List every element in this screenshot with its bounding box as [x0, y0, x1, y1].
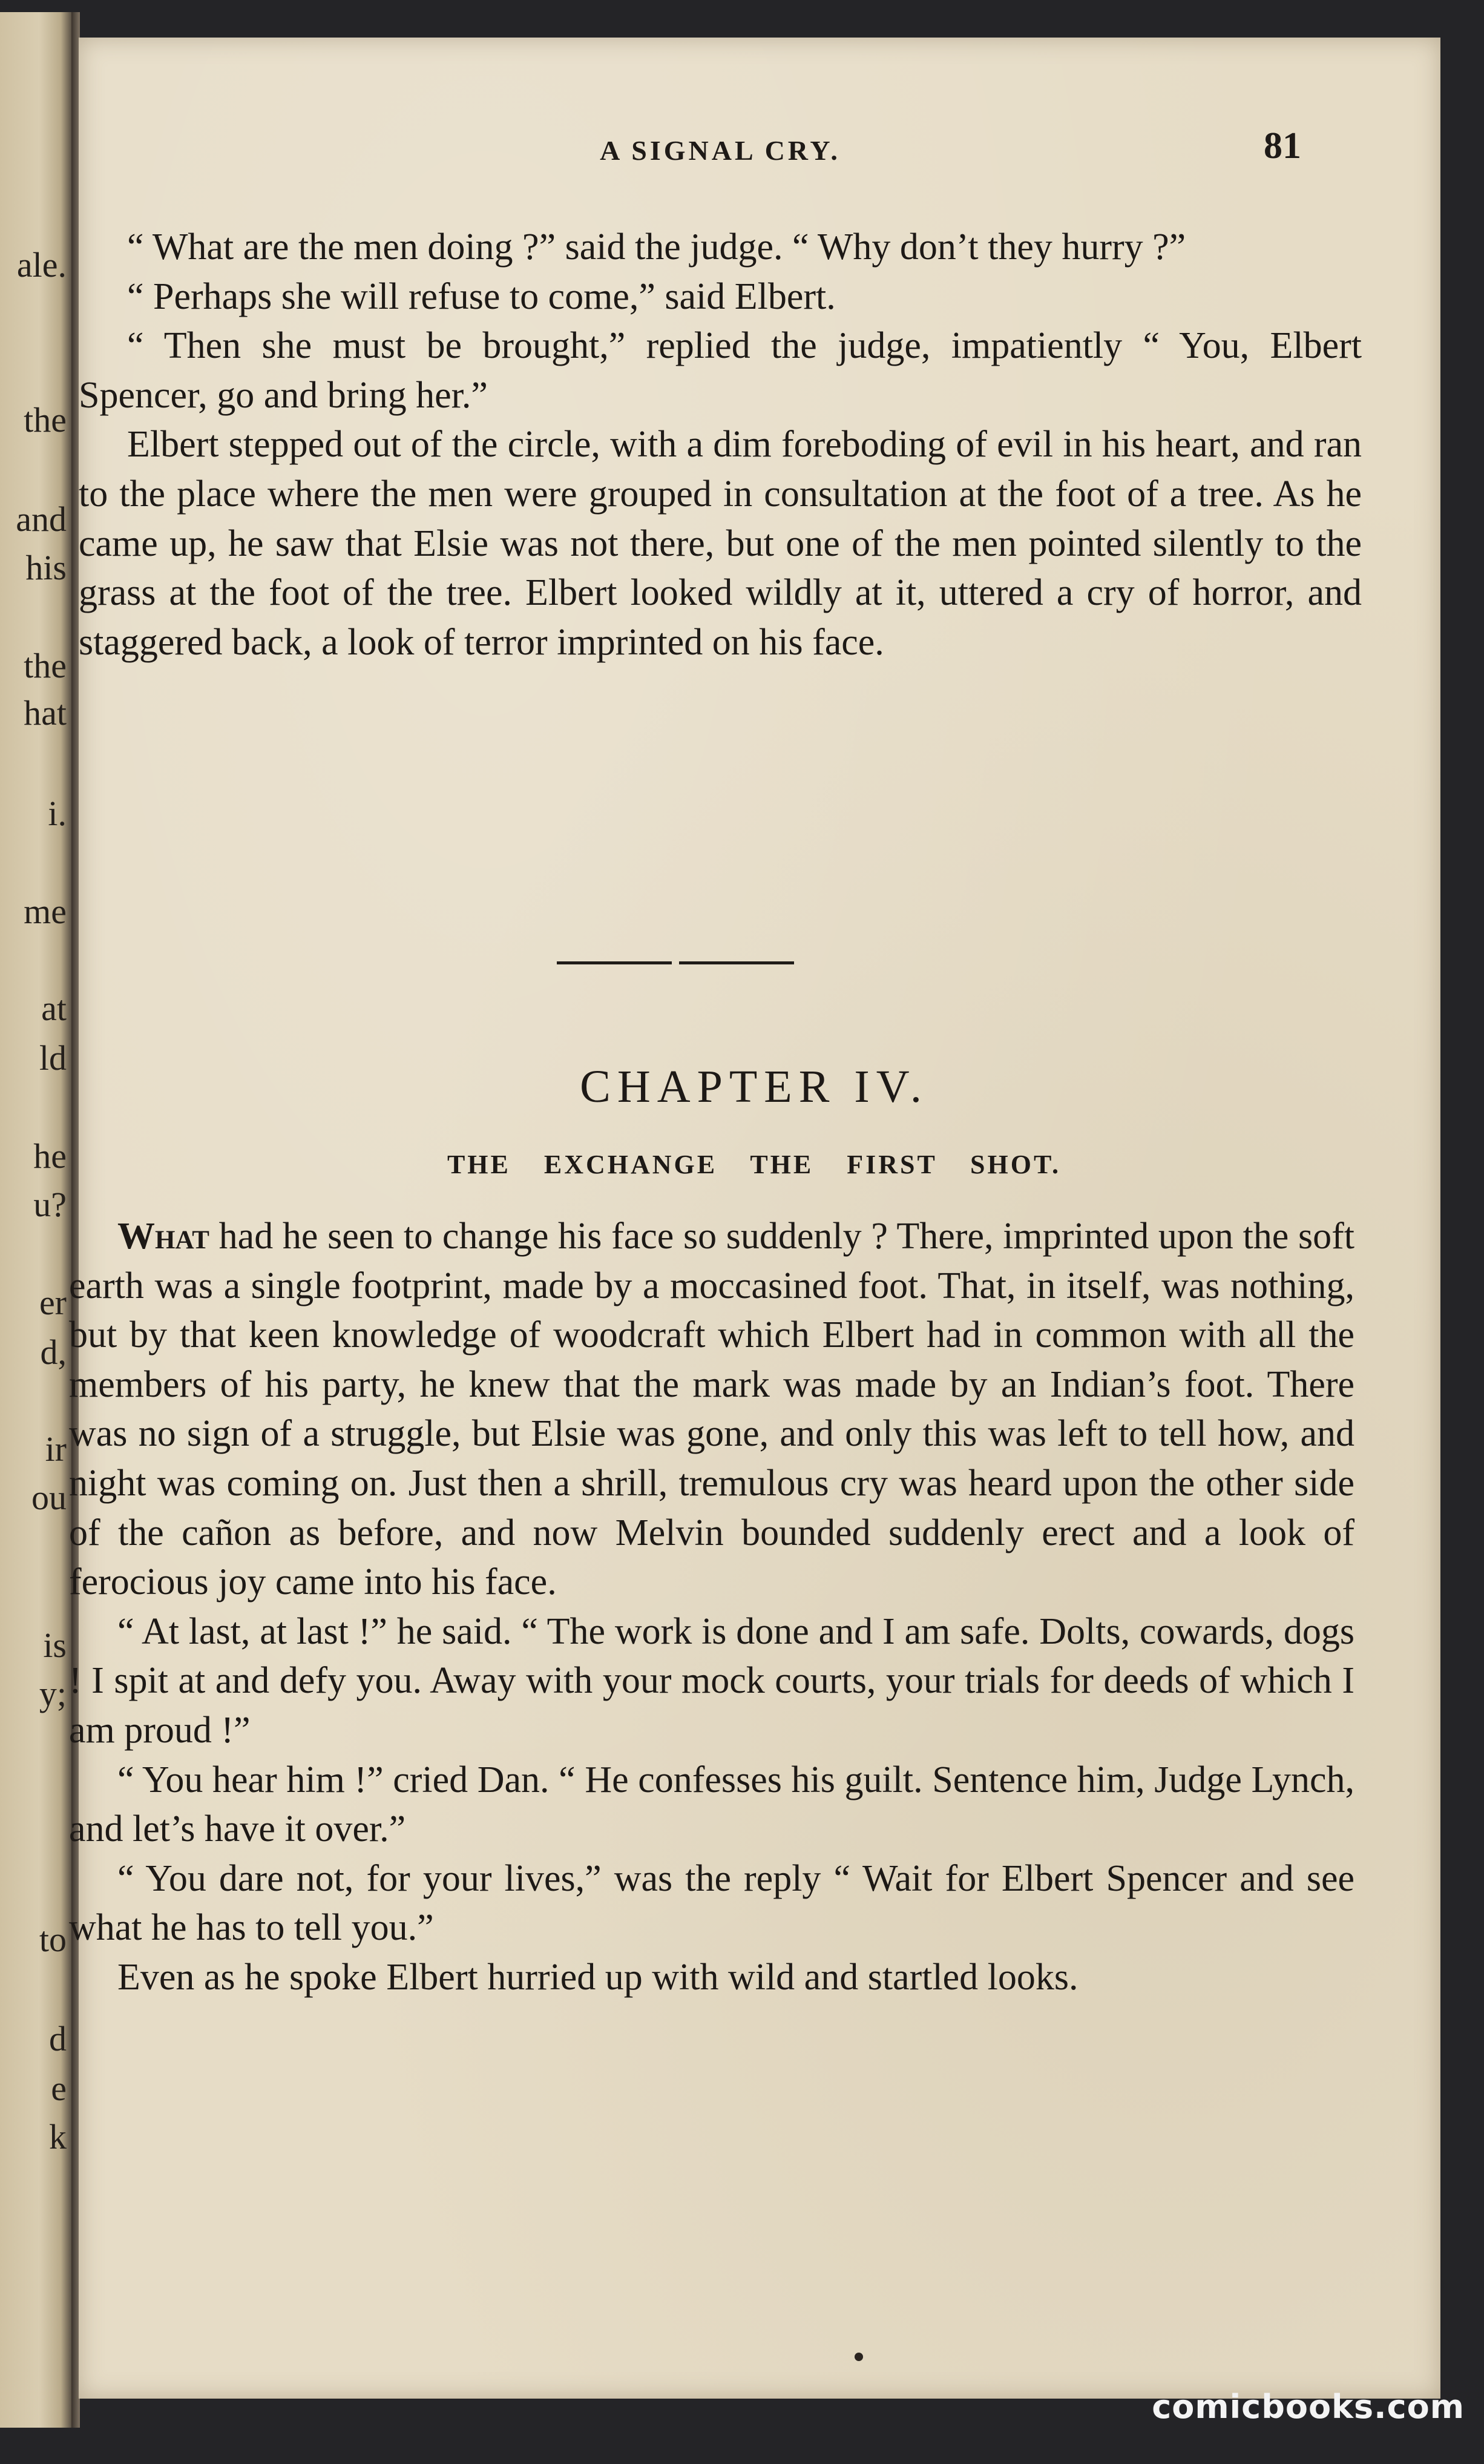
paragraph: “ Perhaps she will refuse to come,” said Elbert.	[127, 275, 836, 317]
prev-fragment: he	[33, 1136, 67, 1176]
lead-word: What	[117, 1216, 209, 1257]
prev-fragment: his	[25, 548, 67, 587]
prev-fragment: the	[24, 646, 67, 685]
book-page	[69, 38, 1440, 2399]
paragraph: Even as he spoke Elbert hurried up with wild and startled looks.	[117, 1956, 1079, 1998]
running-title: A SIGNAL CRY.	[600, 135, 841, 166]
lead-text: had he seen to change his face so suddenly ? There, imprinted upon the soft earth was a single footprint, made by a moccasined foot. That, in itself, was nothing, but by that keen knowledge of woodcraft which Elbert had in common with all the members of his party, he knew that the mark was made by an Indian’s foot. There was no sign of a struggle, but Elsie was gone, and only this was left to tell how, and night was coming on. Just then a shrill, tremulous cry was heard upon the other side of the cañon as before, and now Melvin bounded suddenly erect and a look of ferocious joy came into his face.	[69, 1216, 1354, 1603]
prev-fragment: the	[24, 400, 67, 440]
prev-fragment: me	[24, 892, 67, 931]
prev-fragment: e	[51, 2069, 67, 2108]
prev-fragment: at	[41, 989, 67, 1028]
prev-fragment: ou	[31, 1478, 67, 1517]
prev-fragment: hat	[24, 693, 67, 733]
prev-fragment: and	[16, 499, 67, 539]
section-rule	[679, 961, 794, 964]
section-rule	[557, 961, 672, 964]
prev-fragment: ir	[45, 1429, 67, 1469]
prev-fragment: d	[49, 2019, 67, 2058]
chapter-subtitle: THE EXCHANGE THE FIRST SHOT.	[447, 1150, 1062, 1179]
prev-fragment: u?	[33, 1185, 67, 1224]
watermark: comicbooks.com	[1152, 2388, 1465, 2426]
paragraph: “ What are the men doing ?” said the judge. “ Why don’t they hurry ?”	[127, 226, 1186, 268]
prev-fragment: i.	[48, 794, 67, 833]
prev-fragment: ale.	[16, 245, 67, 285]
prev-fragment: ld	[39, 1038, 67, 1078]
paragraph: “ You dare not, for your lives,” was the reply “ Wait for Elbert Spencer and see what he has to tell you.”	[69, 1857, 1354, 1949]
prev-fragment: d,	[40, 1332, 67, 1372]
text-section-2	[69, 1212, 1354, 2003]
text-section-1	[79, 223, 1362, 667]
prev-fragment: is	[43, 1626, 67, 1665]
paragraph: “ Then she must be brought,” replied the judge, impatiently “ You, Elbert Spencer, go and bring her.”	[79, 325, 1362, 416]
page-number: 81	[1264, 125, 1301, 166]
ink-dot	[855, 2353, 863, 2361]
prev-fragment: y;	[39, 1674, 67, 1713]
chapter-title: CHAPTER IV.	[580, 1061, 928, 1112]
prev-fragment: er	[39, 1283, 67, 1322]
paragraph: Elbert stepped out of the circle, with a dim foreboding of evil in his heart, and ran to the place where the men were grouped in consultation at the foot of a tree. As he came up, he saw that Elsie was not there, but one of the men pointed silently to the grass at the foot of the tree. Elbert looked wildly at it, uttered a cry of horror, and staggered back, a look of terror imprinted on his face.	[79, 424, 1362, 663]
prev-fragment: to	[39, 1920, 67, 1959]
paragraph: “ At last, at last !” he said. “ The work is done and I am safe. Dolts, cowards, dogs ! I spit at and defy you. Away with your mock courts, your trials for deeds of which I am proud !”	[69, 1610, 1354, 1751]
prev-fragment: k	[49, 2117, 67, 2156]
previous-page-edge	[0, 12, 71, 2428]
running-head	[79, 125, 1440, 183]
opening-paragraph	[69, 1212, 1354, 1607]
paragraph: “ You hear him !” cried Dan. “ He confesses his guilt. Sentence him, Judge Lynch, and let’s have it over.”	[69, 1759, 1354, 1850]
